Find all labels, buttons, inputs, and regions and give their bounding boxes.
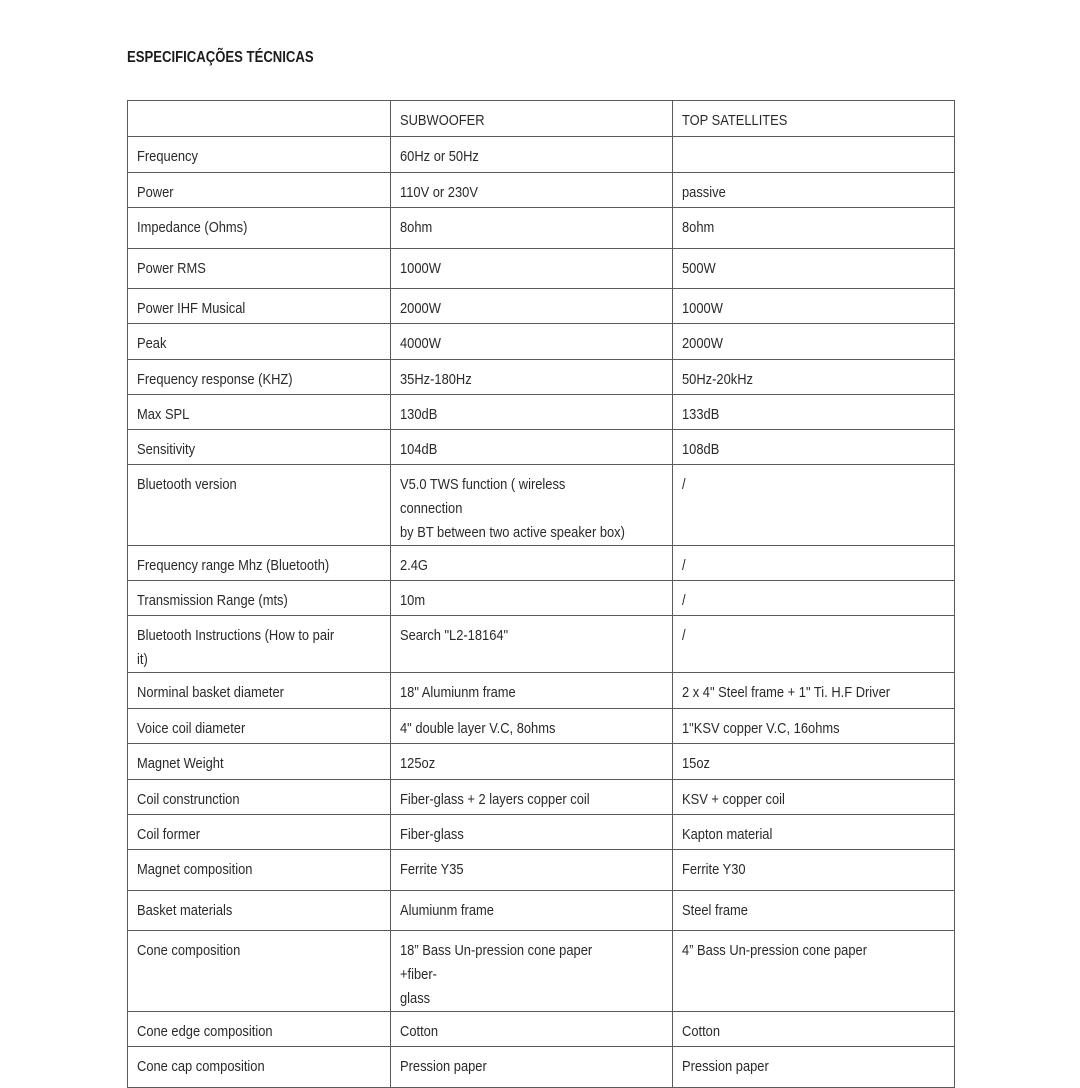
spec-label-cell [128,1047,391,1088]
cell-text: Fiber-glass [400,826,464,843]
cell-text: Cone edge composition [137,1023,273,1040]
satellite-value-cell [673,931,955,1012]
cell-text: 125oz [400,755,436,772]
satellite-value-cell [673,324,955,360]
spec-label-cell [128,815,391,850]
table-row [128,709,955,744]
satellite-value-cell [673,360,955,395]
spec-label-cell [128,137,391,173]
cell-text: 108dB [682,441,720,458]
cell-text: Cone cap composition [137,1058,265,1075]
table-row [128,137,955,173]
table-row [128,1012,955,1047]
satellite-value-cell [673,616,955,673]
cell-text: 10m [400,592,426,609]
subwoofer-value-cell [391,850,673,891]
spec-label-cell [128,616,391,673]
cell-text: 18” Bass Un-pression cone paper +fiber- glass [400,942,593,1007]
satellite-value-cell [673,673,955,709]
subwoofer-value-cell [391,581,673,616]
satellite-value-cell [673,850,955,891]
cell-text: Norminal basket diameter [137,684,284,701]
cell-text: V5.0 TWS function ( wireless connection by BT between two active speaker box) [400,476,625,541]
cell-text: KSV + copper coil [682,791,785,808]
spec-label-cell [128,581,391,616]
cell-text: Power RMS [137,260,206,277]
table-row [128,850,955,891]
cell-text: / [682,592,686,609]
satellite-value-cell [673,249,955,289]
cell-text: 18" Alumiunm frame [400,684,516,701]
cell-text: 15oz [682,755,710,772]
cell-text: 1"KSV copper V.C, 16ohms [682,720,840,737]
table-row [128,289,955,324]
table-row [128,395,955,430]
satellite-value-cell [673,465,955,546]
table-row [128,546,955,581]
table-row [128,360,955,395]
page-title: ESPECIFICAÇÕES TÉCNICAS [127,49,314,66]
subwoofer-value-cell [391,465,673,546]
header-label: SUBWOOFER [400,112,485,129]
cell-text: Voice coil diameter [137,720,246,737]
subwoofer-value-cell [391,137,673,173]
satellite-value-cell [673,1012,955,1047]
spec-label-cell [128,360,391,395]
satellite-value-cell [673,137,955,173]
subwoofer-value-cell [391,1012,673,1047]
subwoofer-value-cell [391,780,673,815]
spec-label-cell [128,891,391,931]
cell-text: / [682,476,686,493]
satellite-value-cell [673,780,955,815]
cell-text: Frequency [137,148,198,165]
cell-text: Ferrite Y35 [400,861,464,878]
header-cell-top-satellites [673,101,955,137]
cell-text: 8ohm [682,219,715,236]
cell-text: 4" double layer V.C, 8ohms [400,720,556,737]
cell-text: Pression paper [400,1058,487,1075]
cell-text: Peak [137,335,167,352]
table-row [128,931,955,1012]
subwoofer-value-cell [391,324,673,360]
satellite-value-cell [673,891,955,931]
cell-text: Impedance (Ohms) [137,219,248,236]
subwoofer-value-cell [391,546,673,581]
spec-label-cell [128,173,391,208]
spec-table-body [128,101,955,1088]
cell-text: 50Hz-20kHz [682,371,753,388]
table-row [128,780,955,815]
satellite-value-cell [673,395,955,430]
cell-text: Frequency response (KHZ) [137,371,293,388]
spec-label-cell [128,395,391,430]
cell-text: Fiber-glass + 2 layers copper coil [400,791,590,808]
cell-text: Cotton [682,1023,721,1040]
subwoofer-value-cell [391,931,673,1012]
spec-label-cell [128,780,391,815]
satellite-value-cell [673,581,955,616]
header-cell-subwoofer [391,101,673,137]
cell-text: 2000W [682,335,723,352]
table-row [128,673,955,709]
table-row [128,173,955,208]
subwoofer-value-cell [391,709,673,744]
cell-text: Transmission Range (mts) [137,592,288,609]
table-row [128,581,955,616]
table-row [128,324,955,360]
cell-text: Bluetooth Instructions (How to pair it) [137,627,335,668]
header-label: TOP SATELLITES [682,112,788,129]
cell-text: Sensitivity [137,441,196,458]
subwoofer-value-cell [391,360,673,395]
cell-text: passive [682,184,726,201]
subwoofer-value-cell [391,815,673,850]
cell-text: Search "L2-18164" [400,627,509,644]
cell-text: 4” Bass Un-pression cone paper [682,942,868,959]
table-row [128,249,955,289]
cell-text: Magnet composition [137,861,253,878]
cell-text: 500W [682,260,716,277]
satellite-value-cell [673,546,955,581]
satellite-value-cell [673,289,955,324]
subwoofer-value-cell [391,673,673,709]
spec-label-cell [128,208,391,249]
cell-text: Steel frame [682,902,748,919]
spec-label-cell [128,324,391,360]
spec-label-cell [128,673,391,709]
subwoofer-value-cell [391,249,673,289]
table-row [128,1047,955,1088]
cell-text: Coil construnction [137,791,240,808]
cell-text: / [682,557,686,574]
cell-text: 130dB [400,406,438,423]
table-row [128,815,955,850]
subwoofer-value-cell [391,1047,673,1088]
subwoofer-value-cell [391,208,673,249]
cell-text: 104dB [400,441,438,458]
cell-text: Cone composition [137,942,241,959]
satellite-value-cell [673,430,955,465]
cell-text: Pression paper [682,1058,769,1075]
subwoofer-value-cell [391,891,673,931]
subwoofer-value-cell [391,395,673,430]
cell-text: Power IHF Musical [137,300,246,317]
satellite-value-cell [673,208,955,249]
header-cell-empty [128,101,391,137]
cell-text: Coil former [137,826,201,843]
cell-text: 1000W [682,300,723,317]
spec-label-cell [128,1012,391,1047]
spec-label-cell [128,430,391,465]
cell-text: 2 x 4" Steel frame + 1" Ti. H.F Driver [682,684,891,701]
cell-text: 8ohm [400,219,433,236]
cell-text: Bluetooth version [137,476,237,493]
cell-text: 110V or 230V [400,184,478,201]
spec-label-cell [128,249,391,289]
table-row [128,465,955,546]
spec-label-cell [128,709,391,744]
cell-text: Magnet Weight [137,755,224,772]
table-row [128,208,955,249]
cell-text: Alumiunm frame [400,902,494,919]
cell-text: Basket materials [137,902,233,919]
spec-label-cell [128,546,391,581]
cell-text: 2.4G [400,557,428,574]
spec-table [127,100,955,1088]
cell-text: Frequency range Mhz (Bluetooth) [137,557,330,574]
subwoofer-value-cell [391,289,673,324]
spec-label-cell [128,465,391,546]
cell-text: 60Hz or 50Hz [400,148,479,165]
satellite-value-cell [673,1047,955,1088]
table-row [128,744,955,780]
spec-label-cell [128,289,391,324]
cell-text: Kapton material [682,826,773,843]
subwoofer-value-cell [391,173,673,208]
spec-label-cell [128,931,391,1012]
table-header-row [128,101,955,137]
cell-text: / [682,627,686,644]
satellite-value-cell [673,744,955,780]
cell-text: 133dB [682,406,720,423]
subwoofer-value-cell [391,744,673,780]
cell-text: Power [137,184,174,201]
table-row [128,430,955,465]
cell-text: Max SPL [137,406,190,423]
spec-label-cell [128,850,391,891]
spec-label-cell [128,744,391,780]
cell-text: 4000W [400,335,441,352]
cell-text: 35Hz-180Hz [400,371,472,388]
cell-text: Cotton [400,1023,439,1040]
cell-text: Ferrite Y30 [682,861,746,878]
satellite-value-cell [673,173,955,208]
satellite-value-cell [673,709,955,744]
satellite-value-cell [673,815,955,850]
cell-text: 2000W [400,300,441,317]
subwoofer-value-cell [391,430,673,465]
cell-text: 1000W [400,260,441,277]
subwoofer-value-cell [391,616,673,673]
table-row [128,891,955,931]
table-row [128,616,955,673]
